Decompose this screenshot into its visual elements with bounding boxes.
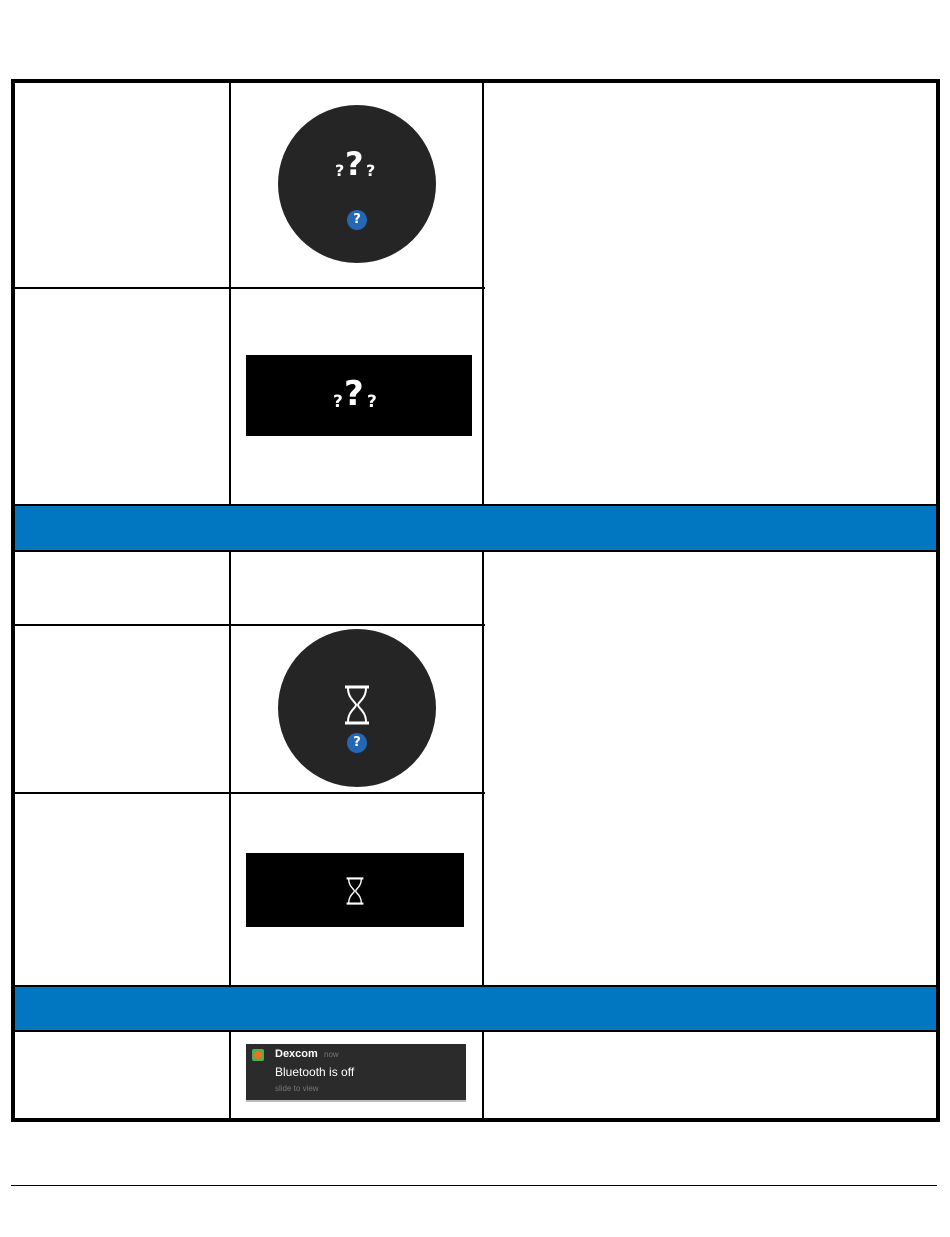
info-icon: ? xyxy=(347,210,367,230)
notification-message: Bluetooth is off xyxy=(275,1065,355,1079)
column-divider xyxy=(229,83,231,505)
row-divider xyxy=(15,985,936,987)
row-divider xyxy=(15,624,485,626)
phone-display-unknown xyxy=(246,355,472,436)
column-divider xyxy=(482,83,484,505)
section-band-1 xyxy=(15,505,936,551)
phone-display-waiting xyxy=(246,853,464,927)
info-icon: ? xyxy=(347,733,367,753)
watch-face-unknown xyxy=(278,105,436,263)
notification-app-name: Dexcom xyxy=(275,1048,318,1060)
row-divider xyxy=(15,550,936,552)
row-divider xyxy=(15,504,936,506)
column-divider xyxy=(482,1031,484,1118)
question-mark-big: ? xyxy=(344,374,364,414)
hourglass-icon xyxy=(344,877,366,905)
notification-time: now xyxy=(324,1050,339,1059)
footer-divider xyxy=(11,1185,937,1186)
section-band-2 xyxy=(15,986,936,1031)
content-table xyxy=(11,79,940,1122)
notification-bottom-edge xyxy=(246,1100,466,1102)
column-divider xyxy=(229,1031,231,1118)
question-mark-small-left: ? xyxy=(333,392,343,412)
question-mark-small-right: ? xyxy=(367,392,377,412)
row-divider xyxy=(15,287,485,289)
question-mark-small-right: ? xyxy=(366,161,376,180)
column-divider xyxy=(482,551,484,986)
question-mark-small-left: ? xyxy=(335,161,345,180)
column-divider xyxy=(229,551,231,986)
row-divider xyxy=(15,792,485,794)
dexcom-app-icon xyxy=(252,1049,264,1061)
bluetooth-off-notification xyxy=(246,1044,466,1102)
row-divider xyxy=(15,1030,936,1032)
notification-hint: slide to view xyxy=(275,1084,319,1093)
watch-face-waiting xyxy=(278,629,436,787)
question-mark-big: ? xyxy=(345,145,364,183)
hourglass-icon xyxy=(342,685,372,725)
